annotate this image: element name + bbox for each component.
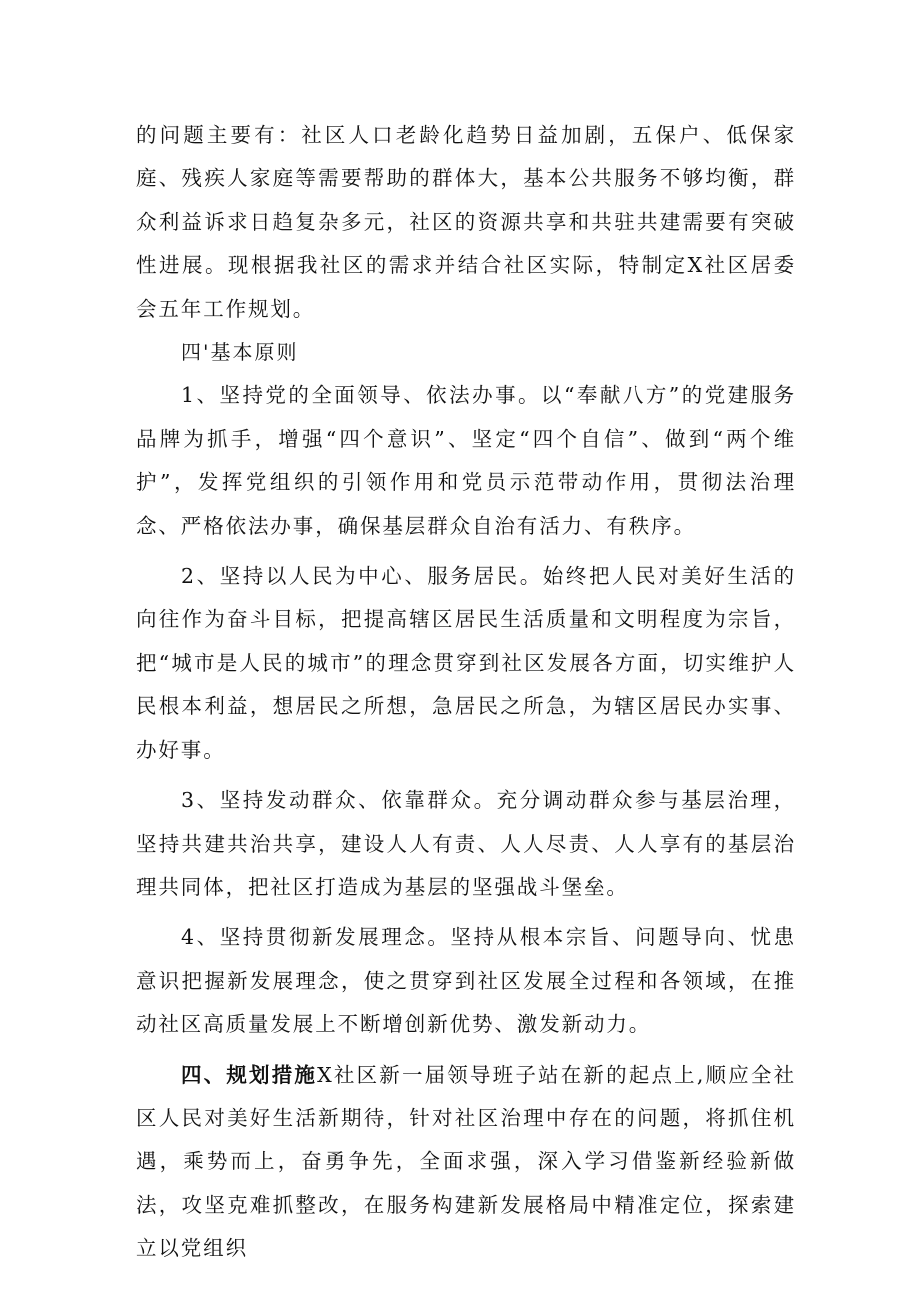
section-heading-basic-principles: 四'基本原则	[181, 340, 299, 365]
measures-text: X社区新一届领导班子站在新的起点上,顺应全社区人民对美好生活新期待，针对社区治理中存在的问题，将抓住机遇，乘势而上，奋勇争先，全面求强，深入学习借鉴新经验新做法，攻坚克难抓整改，在服务构建新发展格局中精准定位，探索建立以党组织	[136, 1062, 796, 1261]
document-body	[136, 114, 796, 1271]
principle-paragraph-4: 4、坚持贯彻新发展理念。坚持从根本宗旨、问题导向、忧患意识把握新发展理念，使之贯穿到社区发展全过程和各领域，在推动社区高质量发展上不断增创新优势、激发新动力。	[136, 925, 796, 1037]
principle-paragraph-1: 1、坚持党的全面领导、依法办事。以“奉献八方”的党建服务品牌为抓手，增强“四个意识”、坚定“四个自信”、做到“两个维护”，发挥党组织的引领作用和党员示范带动作用，贯彻法治理念、严格依法办事，确保基层群众自治有活力、有秩序。	[136, 383, 796, 538]
principle-paragraph-3: 3、坚持发动群众、依靠群众。充分调动群众参与基层治理，坚持共建共治共享，建设人人有责、人人尽责、人人享有的基层治理共同体，把社区打造成为基层的坚强战斗堡垒。	[136, 788, 796, 899]
intro-paragraph: 的问题主要有：社区人口老龄化趋势日益加剧，五保户、低保家庭、残疾人家庭等需要帮助的群体大，基本公共服务不够均衡，群众利益诉求日趋复杂多元，社区的资源共享和共驻共建需要有突破性进展。现根据我社区的需求并结合社区实际，特制定X社区居委会五年工作规划。	[136, 123, 796, 321]
measures-paragraph	[136, 1054, 796, 1271]
measures-heading: 四、规划措施	[181, 1062, 318, 1087]
principle-paragraph-2: 2、坚持以人民为中心、服务居民。始终把人民对美好生活的向往作为奋斗目标，把提高辖区居民生活质量和文明程度为宗旨，把“城市是人民的城市”的理念贯穿到社区发展各方面，切实维护人民根本利益，想居民之所想，急居民之所急，为辖区居民办实事、办好事。	[136, 564, 796, 762]
